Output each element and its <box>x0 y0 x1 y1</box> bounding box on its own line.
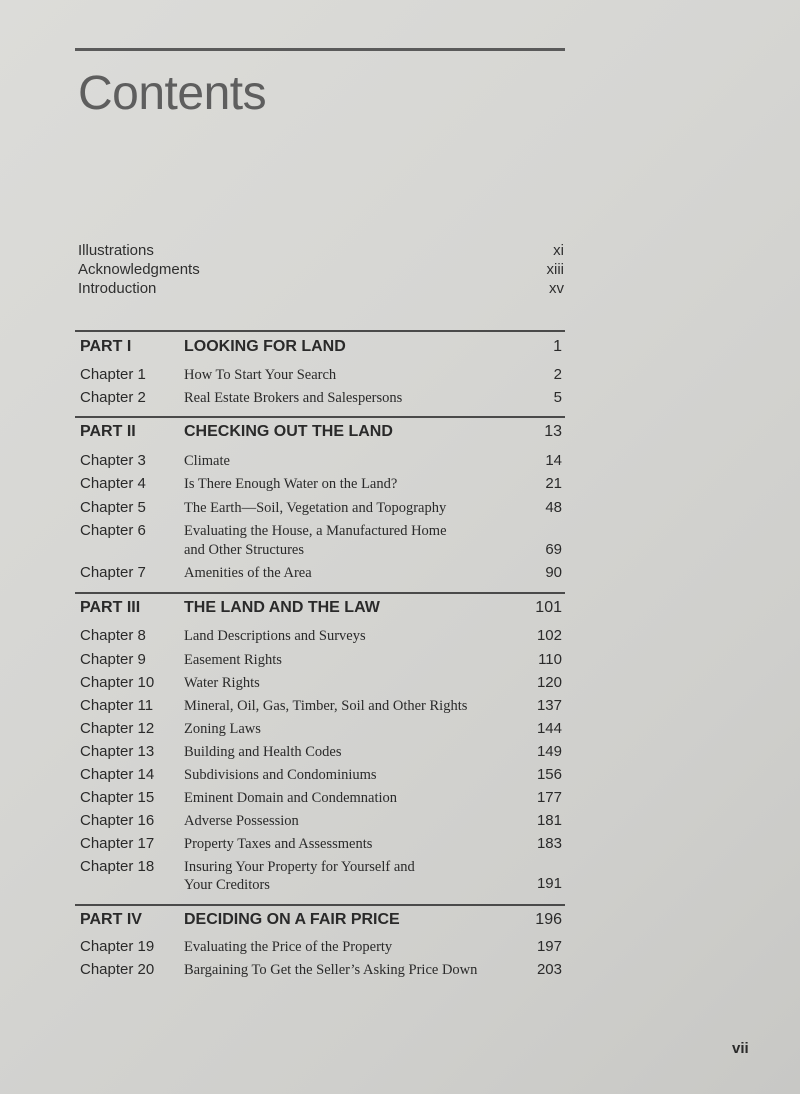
chapter-title: Zoning Laws <box>184 721 261 737</box>
chapter-page: 21 <box>545 475 562 492</box>
chapter-title: Mineral, Oil, Gas, Timber, Soil and Other Rights <box>184 698 468 714</box>
chapter-page: 120 <box>536 674 562 691</box>
chapter-title: Evaluating the Price of the Property <box>184 939 393 955</box>
chapter-page: 5 <box>553 389 562 406</box>
part-title: DECIDING ON A FAIR PRICE <box>184 911 400 928</box>
chapter-label: Chapter 1 <box>80 366 146 383</box>
part-page: 101 <box>535 599 562 616</box>
front-matter-label: Introduction <box>78 280 157 297</box>
chapter-label: Chapter 17 <box>80 835 155 852</box>
chapter-page: 203 <box>536 961 562 978</box>
chapter-page: 2 <box>553 366 562 383</box>
chapter-label: Chapter 14 <box>80 766 155 783</box>
section-rule <box>75 416 565 418</box>
top-rule <box>75 48 565 51</box>
part-label: PART IV <box>80 911 142 928</box>
chapter-label: Chapter 4 <box>80 475 146 492</box>
chapter-page: 110 <box>538 651 562 668</box>
chapter-title: Bargaining To Get the Seller’s Asking Price Down <box>184 962 478 978</box>
chapter-page: 90 <box>545 564 562 581</box>
chapter-title-continued: and Other Structures <box>184 542 304 558</box>
front-matter-page: xi <box>553 242 564 259</box>
chapter-title: Insuring Your Property for Yourself and <box>184 859 415 875</box>
chapter-label: Chapter 20 <box>80 961 155 978</box>
chapter-label: Chapter 8 <box>80 627 146 644</box>
chapter-title: Evaluating the House, a Manufactured Home <box>184 523 447 539</box>
part-label: PART II <box>80 423 136 440</box>
chapter-page: 183 <box>536 835 562 852</box>
chapter-label: Chapter 3 <box>80 452 146 469</box>
chapter-page: 149 <box>536 743 562 760</box>
chapter-title: Eminent Domain and Condemnation <box>184 790 398 806</box>
chapter-title: Land Descriptions and Surveys <box>184 628 366 644</box>
chapter-title: Is There Enough Water on the Land? <box>184 476 398 492</box>
front-matter-page: xiii <box>546 261 564 278</box>
chapter-page: 181 <box>536 812 562 829</box>
page-number: vii <box>732 1040 749 1057</box>
front-matter-row <box>78 280 564 299</box>
chapter-label: Chapter 12 <box>80 720 155 737</box>
chapter-label: Chapter 6 <box>80 522 146 539</box>
front-matter-page: xv <box>549 280 564 297</box>
front-matter-label: Acknowledgments <box>78 261 200 278</box>
chapter-title: Amenities of the Area <box>184 565 312 581</box>
chapter-label: Chapter 7 <box>80 564 146 581</box>
page-title: Contents <box>78 67 267 120</box>
chapter-page: 156 <box>536 766 562 783</box>
front-matter <box>78 242 564 299</box>
front-matter-label: Illustrations <box>78 242 154 259</box>
part-title: THE LAND AND THE LAW <box>184 599 380 616</box>
chapter-title: Building and Health Codes <box>184 744 342 760</box>
chapter-title: Subdivisions and Condominiums <box>184 767 377 783</box>
chapter-label: Chapter 9 <box>80 651 146 668</box>
chapter-page: 197 <box>536 938 562 955</box>
part-page: 1 <box>553 338 562 355</box>
part-page: 196 <box>535 911 562 928</box>
chapter-title: Real Estate Brokers and Salespersons <box>184 390 403 406</box>
front-matter-row <box>78 242 564 261</box>
part-page: 13 <box>544 423 562 440</box>
chapter-title: Property Taxes and Assessments <box>184 836 373 852</box>
chapter-page: 14 <box>545 452 562 469</box>
section-rule <box>75 330 565 332</box>
chapter-page: 177 <box>536 789 562 806</box>
chapter-title: Water Rights <box>184 675 260 691</box>
chapter-title-continued: Your Creditors <box>184 877 270 893</box>
chapter-label: Chapter 2 <box>80 389 146 406</box>
chapter-title: Easement Rights <box>184 652 282 668</box>
part-title: CHECKING OUT THE LAND <box>184 423 393 440</box>
front-matter-row <box>78 261 564 280</box>
chapter-page: 144 <box>536 720 562 737</box>
chapter-label: Chapter 5 <box>80 499 146 516</box>
chapter-page: 102 <box>536 627 562 644</box>
chapter-title: The Earth—Soil, Vegetation and Topography <box>184 500 447 516</box>
chapter-label: Chapter 13 <box>80 743 155 760</box>
chapter-page: 137 <box>536 697 562 714</box>
chapter-label: Chapter 11 <box>80 697 154 714</box>
chapter-label: Chapter 15 <box>80 789 155 806</box>
chapter-title: Adverse Possession <box>184 813 299 829</box>
part-title: LOOKING FOR LAND <box>184 338 346 355</box>
chapter-title: How To Start Your Search <box>184 367 337 383</box>
section-rule <box>75 904 565 906</box>
chapter-page: 191 <box>536 875 562 892</box>
chapter-label: Chapter 16 <box>80 812 155 829</box>
chapter-label: Chapter 19 <box>80 938 155 955</box>
part-label: PART III <box>80 599 141 616</box>
section-rule <box>75 592 565 594</box>
chapter-page: 48 <box>545 499 562 516</box>
part-label: PART I <box>80 338 132 355</box>
chapter-title: Climate <box>184 453 230 469</box>
chapter-label: Chapter 10 <box>80 674 155 691</box>
chapter-page: 69 <box>545 541 562 558</box>
chapter-label: Chapter 18 <box>80 858 155 875</box>
